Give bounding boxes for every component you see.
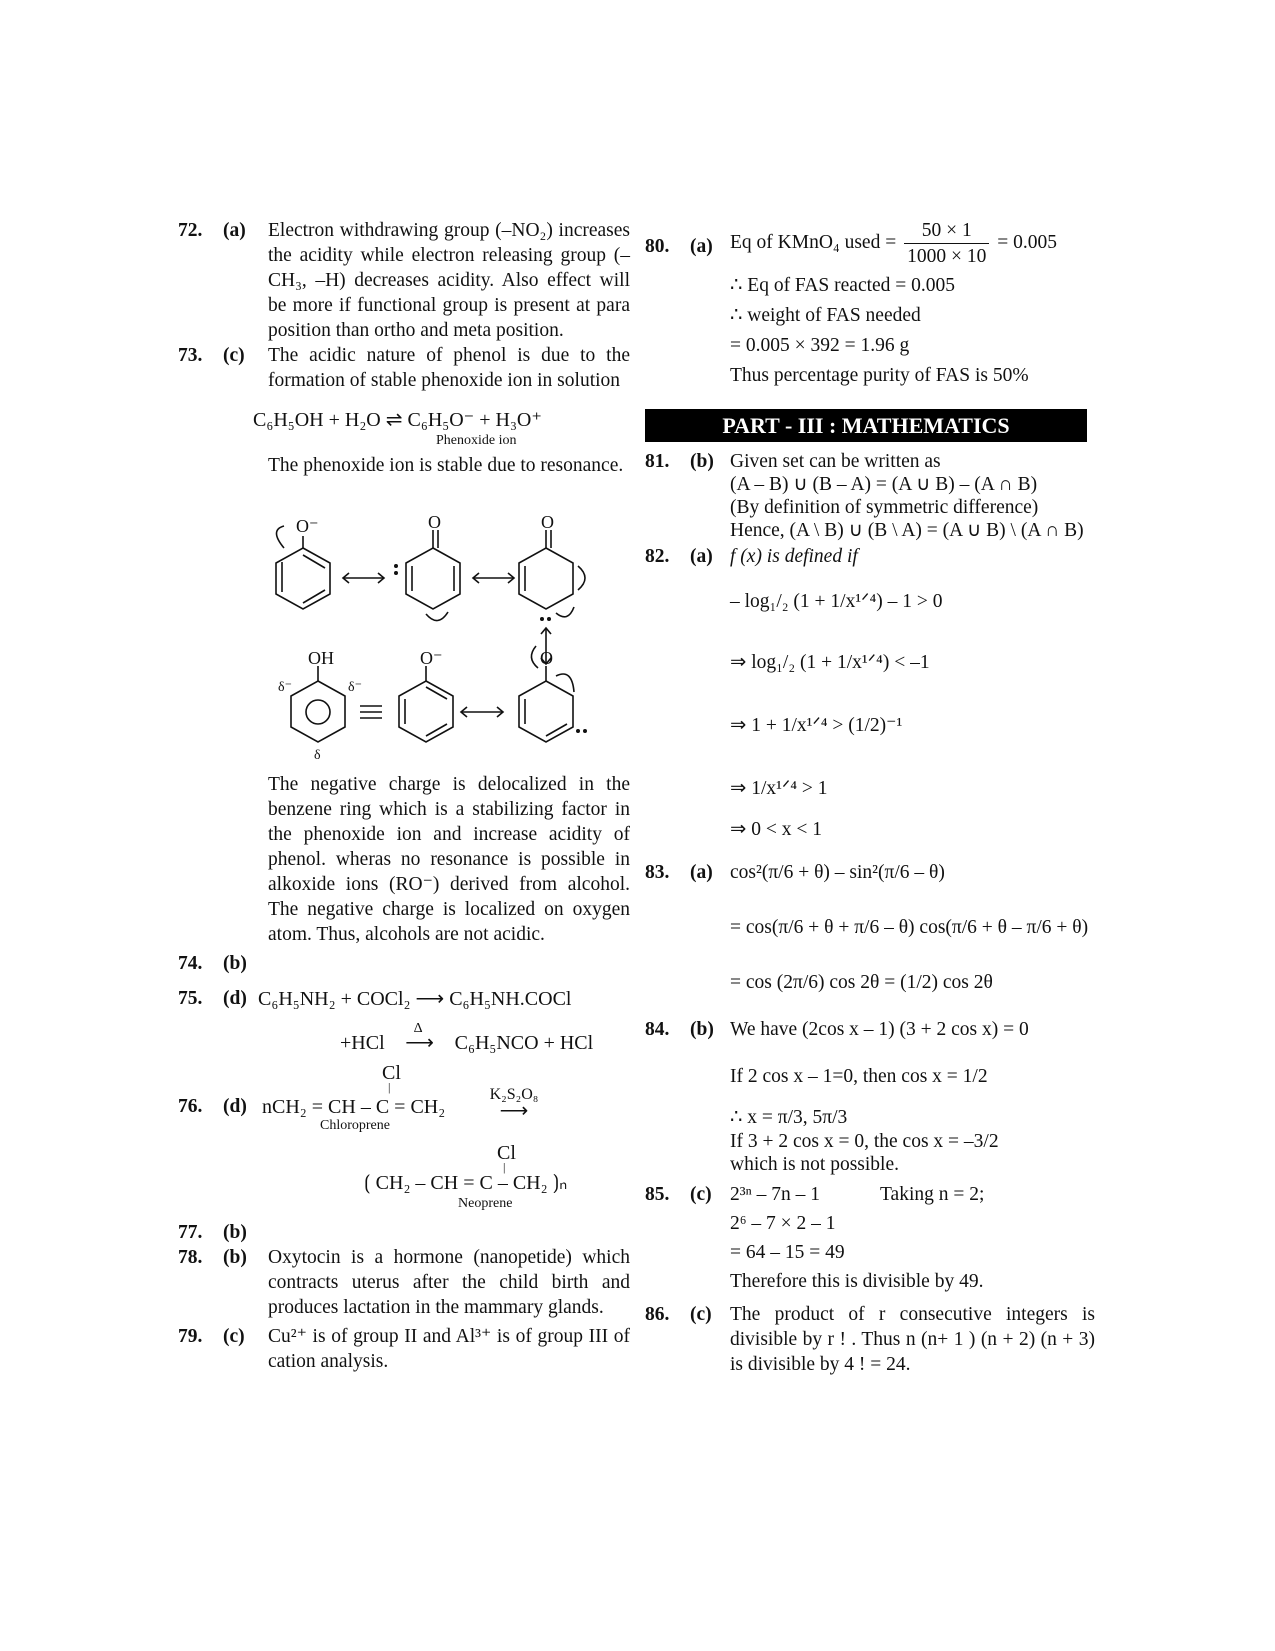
label-o: O [428,512,441,532]
question-number: 82. [645,546,670,567]
eq-line: We have (2cos x – 1) (3 + 2 cos x) = 0 [730,1019,1029,1040]
answer-81 [645,450,1095,542]
reaction-part: +HCl [340,1032,385,1054]
question-number: 74. [178,953,203,974]
eq-line: ∴ x = π/3, 5π/3 [730,1107,848,1128]
label-o-minus: O⁻ [296,516,319,536]
eq-kmno4 [730,218,1095,269]
bond-line: | [388,1080,391,1094]
eq-line: 2⁶ – 7 × 2 – 1 [730,1213,836,1234]
chloroprene-label: Chloroprene [320,1118,390,1133]
eq-line: which is not possible. [730,1154,899,1175]
chlorine-label: Cl [497,1142,516,1164]
answer-text: Cu²⁺ is of group II and Al³⁺ is of group III of cation analysis. [268,1326,630,1372]
question-number: 86. [645,1304,670,1325]
answer-76 [178,1060,630,1133]
question-number: 76. [178,1096,203,1117]
answer-74 [178,951,630,976]
section-banner: PART - III : MATHEMATICS [645,409,1087,442]
question-number: 75. [178,988,203,1009]
answer-option: (a) [690,236,713,257]
eq-line: ∴ weight of FAS needed [730,305,921,326]
heat-arrow: Δ ⟶ [390,1030,450,1056]
answer-84 [645,1017,1095,1176]
answer-text: The product of r consecutive integers is divisible by r ! . Thus n (n+ 1 ) (n + 2) (n + 3) is divisible by 4 ! = 24. [730,1304,1095,1375]
eq-line: Hence, (A \ B) ∪ (B \ A) = (A ∪ B) \ (A ∩ B) [730,520,1084,541]
eq-line: = 0.005 × 392 = 1.96 g [730,335,910,356]
phenoxide-label: Phenoxide ion [436,433,517,448]
answer-option: (b) [690,451,714,472]
eq-line: Thus percentage purity of FAS is 50% [730,365,1029,386]
label-o: O [541,512,554,532]
label-o-minus: O⁻ [420,648,443,668]
question-number: 79. [178,1326,203,1347]
eq-line [730,1180,1095,1209]
ionization-equation: C₆H₅OH + H₂O ⇌ C₆H₅O⁻ + H₃O⁺ [253,409,542,431]
answer-text: The acidic nature of phenol is due to the formation of stable phenoxide ion in solution [268,345,630,391]
answer-option: (c) [223,1326,245,1347]
answer-option: (a) [690,862,713,883]
eq-step: = cos(π/6 + θ + π/6 – θ) cos(π/6 + θ – π/6 + θ) [730,917,1089,938]
answer-option: (a) [223,220,246,241]
answer-72 [178,218,630,343]
answer-83 [645,860,1095,995]
chloroprene-formula: nCH₂ = CH – C = CH₂ [262,1096,446,1118]
eq-text: Eq of KMnO₄ used = [730,231,897,253]
label-delta-minus: δ⁻ [348,680,362,695]
answer-text: The negative charge is delocalized in the benzene ring which is a stabilizing factor in the phenoxide ion and increase acidity of phenol. wheras no resonance is possible in alkoxide ions (RO⁻) derived from alcohol. The negative charge is localized on oxygen atom. Thus, alcohols are not acidic. [268,774,630,945]
reaction-part: C₆H₅NCO + HCl [454,1032,594,1054]
reagent-arrow: K₂S₂O₈ ⟶ [489,1086,539,1122]
answer-text: Oxytocin is a hormone (nanopetide) which contracts uterus after the child birth and produces lactation in the mammary glands. [268,1247,630,1318]
eq-line: ∴ Eq of FAS reacted = 0.005 [730,275,956,296]
label-o: O [540,648,553,668]
answer-77 [178,1220,630,1245]
eq-text: 2³ⁿ – 7n – 1 [730,1184,820,1205]
answer-80 [645,218,1095,391]
question-number: 80. [645,236,670,257]
question-number: 83. [645,862,670,883]
eq-line: f (x) is defined if [730,546,858,567]
answer-text: The phenoxide ion is stable due to resonance. [268,455,624,476]
answer-73 [178,343,630,393]
label-oh: OH [308,648,334,668]
eq-step: cos²(π/6 + θ) – sin²(π/6 – θ) [730,862,945,883]
question-number: 78. [178,1247,203,1268]
resonance-structures [178,486,630,766]
answer-86 [645,1302,1095,1377]
neoprene-label: Neoprene [458,1196,513,1211]
eq-line: Therefore this is divisible by 49. [730,1271,984,1292]
eq-line: (By definition of symmetric difference) [730,497,1039,518]
eq-step: ⇒ 0 < x < 1 [730,819,822,840]
neoprene-structure [178,1140,630,1220]
answer-option: (b) [223,1222,247,1243]
eq-line: If 3 + 2 cos x = 0, the cos x = –3/2 [730,1131,999,1152]
label-delta-minus: δ⁻ [278,680,292,695]
question-number: 85. [645,1184,670,1205]
eq-step: ⇒ log₁/₂ (1 + 1/x¹ᐟ⁴) < –1 [730,652,930,673]
answer-option: (d) [223,1096,247,1117]
right-column [645,218,1095,1377]
heat-symbol: Δ [413,1021,423,1036]
answer-option: (a) [690,546,713,567]
eq-step: ⇒ 1/x¹ᐟ⁴ > 1 [730,778,828,799]
reaction-line-1: C₆H₅NH₂ + COCl₂ ⟶ C₆H₅NH.COCl [258,988,572,1010]
eq-line: = 64 – 15 = 49 [730,1242,845,1263]
eq-line: (A – B) ∪ (B – A) = (A ∪ B) – (A ∩ B) [730,474,1038,495]
eq-step: ⇒ 1 + 1/x¹ᐟ⁴ > (1/2)⁻¹ [730,715,903,736]
answer-79 [178,1324,630,1374]
answer-75 [178,986,630,1012]
answer-85 [645,1180,1095,1296]
answer-option: (c) [690,1184,712,1205]
left-column [178,218,630,1374]
answer-78 [178,1245,630,1320]
bond-line: | [503,1160,506,1174]
question-number: 72. [178,220,203,241]
eq-line: Given set can be written as [730,451,941,472]
answer-text: Electron withdrawing group (–NO₂) increases the acidity while electron releasing group (–CH₃, –H) decreases acidity. Also effect will be more if functional group is present at para position than ortho and meta position. [268,220,630,341]
eq-result: = 0.005 [997,231,1057,253]
reaction-line-2 [340,1021,630,1056]
question-number: 84. [645,1019,670,1040]
fraction [904,218,989,269]
resonance-text [178,453,630,478]
question-number: 73. [178,345,203,366]
question-number: 81. [645,451,670,472]
answer-option: (b) [690,1019,714,1040]
label-delta: δ [314,748,321,763]
answer-option: (d) [223,988,247,1009]
reagent-label: K₂S₂O₈ [489,1086,539,1103]
phenol-ionization [253,407,630,449]
eq-step: – log₁/₂ (1 + 1/x¹ᐟ⁴) – 1 > 0 [730,591,943,612]
numerator: 50 × 1 [904,218,989,244]
eq-text: Taking n = 2; [880,1184,985,1205]
delocalization-text [178,772,630,947]
question-number: 77. [178,1222,203,1243]
answer-option: (c) [690,1304,712,1325]
answer-option: (b) [223,953,247,974]
denominator: 1000 × 10 [907,246,987,267]
answer-option: (c) [223,345,245,366]
chlorine-label: Cl [382,1062,401,1084]
eq-line: If 2 cos x – 1=0, then cos x = 1/2 [730,1066,988,1087]
eq-step: = cos (2π/6) cos 2θ = (1/2) cos 2θ [730,972,993,993]
neoprene-formula: ⟮ CH₂ – CH = C – CH₂ ⟯ₙ [364,1172,568,1194]
answer-option: (b) [223,1247,247,1268]
answer-82 [645,544,1095,842]
